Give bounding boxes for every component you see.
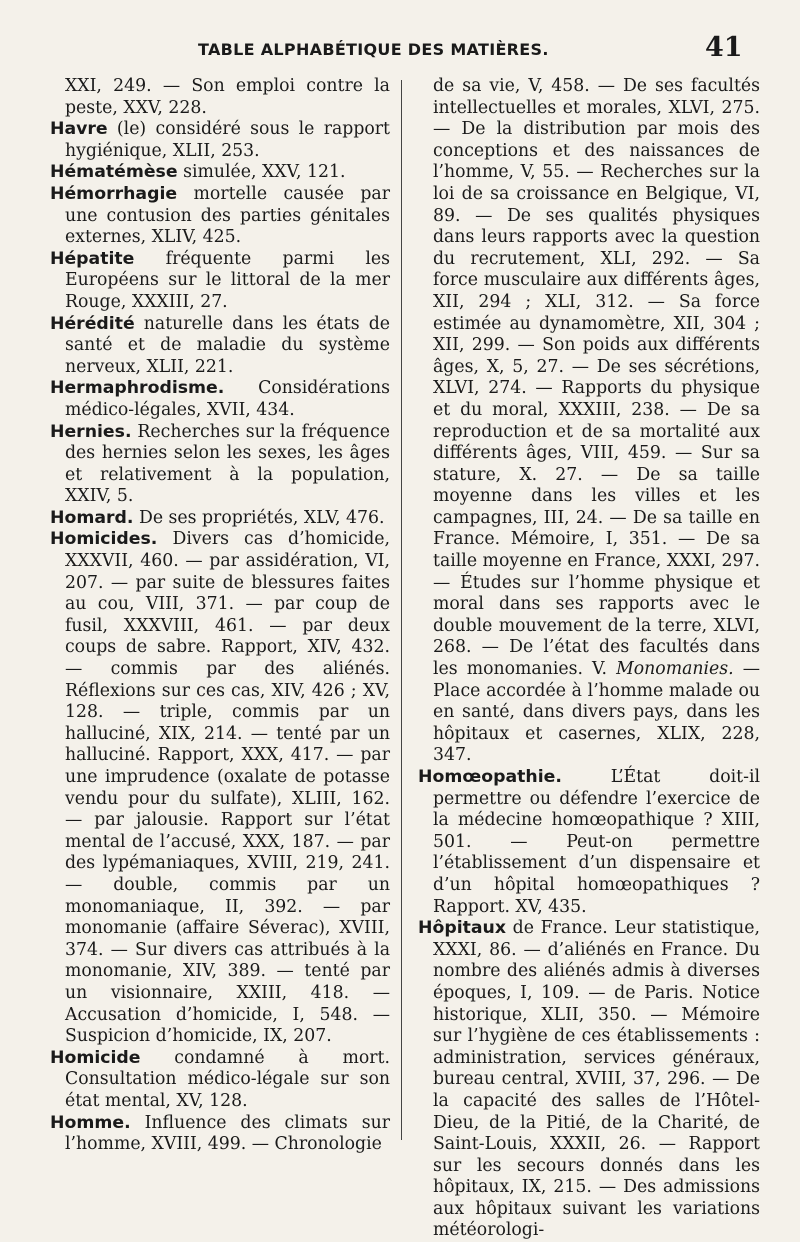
index-entry-homicides [50,529,390,1047]
entry-text: Recherches sur la fréquence des hernies selon les sexes, les âges et relativement à la population, XXIV, 5. [65,421,390,507]
headword: Hématémèse [50,162,178,183]
index-entry-hepatite [50,249,390,314]
headword: Homard. [50,507,134,528]
headword: Hôpitaux [418,918,507,939]
headword: Homœopathie. [418,767,562,787]
entry-text: — Place accordée à l’homme malade ou en santé, dans divers pays, dans les hôpitaux et casernes, XLIX, 228, 347. [433,659,760,766]
entry-text: L’État doit-il permettre ou défendre l’exercice de la médecine homœopathique ? XIII, 501. — Peut-on permettre l’établissement d’un dispensaire et d’un hôpital homœopathiques ? Rapport. XV, 435. [433,767,760,917]
headword: Homicides. [50,529,158,550]
running-title: TABLE ALPHABÉTIQUE DES MATIÈRES. [198,40,549,59]
entry-text: de France. Leur statistique, XXXI, 86. — d’aliénés en France. Du nombre des aliénés admis à diverses époques, I, 109. — de Paris. Notice historique, XLII, 350. — Mémoire sur l’hygiène de ces établissements : administration, services généraux, bureau central, XVIII, 37, 296. — De la capacité des salles de l’Hôtel-Dieu, de la Pitié, de la Charité, de Saint-Louis, XXXII, 26. — Rapport sur les secours donnés dans les hôpitaux, IX, 215. — Des admissions aux hôpitaux suivant les variations météorologi- [433,918,760,1241]
headword: Homme. [50,1112,131,1133]
index-entry-heredite [50,314,390,379]
entry-text: fréquente parmi les Européens sur le littoral de la mer Rouge, XXXIII, 27. [65,248,390,312]
page-number: 41 [705,32,743,63]
entry-text: naturelle dans les états de santé et de maladie du système nerveux, XLII, 221. [65,313,390,377]
entry-text: condamné à mort. Consultation médico-légale sur son état mental, XV, 128. [65,1047,390,1111]
index-entry-havre [50,119,390,162]
entry-text: mortelle causée par une contusion des parties génitales externes, XLIV, 425. [65,183,390,248]
entry-text: de sa vie, V, 458. — De ses facultés intellectuelles et morales, XLVI, 275. — De la distribution par mois des conceptions et des naissances de l’homme, V, 55. — Recherches sur la loi de sa croissance en Belgique, VI, 89. — De ses qualités physiques dans leurs rapports avec la question du recrutement, XLI, 292. — Sa force musculaire aux différents âges, XII, 294 ; XLI, 312. — Sa force estimée au dynamomètre, XII, 304 ; XII, 299. — Son poids aux différents âges, X, 5, 27. — De ses sécrétions, XLVI, 274. — Rapports du physique et du moral, XXXIII, 238. — De sa reproduction et de sa mortalité aux différents âges, VIII, 459. — Sur sa stature, X. 27. — De sa taille moyenne dans les villes et les campagnes, III, 24. — De sa taille en France. Mémoire, I, 351. — De sa taille moyenne en France, XXXI, 297. — Études sur l’homme physique et moral dans ses rapports avec le double mouvement de la terre, XLVI, 268. — De l’état des facultés dans les monomanies. V. [433,76,760,680]
index-entry-hopitaux [418,918,760,1242]
headword: Hépatite [50,248,135,269]
column-divider [401,80,402,1140]
index-entry-hernies [50,422,390,508]
continued-entry: XXI, 249. — Son emploi contre la peste, XXV, 228. [65,76,390,118]
headword: Hémorrhagie [50,183,178,204]
index-entry-homoeopathie [418,767,760,918]
index-entry-hermaphrodisme [50,378,390,421]
cross-reference: Monomanies. [616,659,734,680]
headword: Homicide [50,1047,141,1068]
index-entry-homard [50,508,390,530]
index-entry-homicide [50,1048,390,1113]
continued-entry [418,76,760,767]
index-entry-homme [50,1113,390,1156]
headword: Havre [50,119,108,140]
entry-text: simulée, XXV, 121. [177,162,346,183]
headword: Hérédité [50,313,135,334]
right-column [418,76,760,1242]
headword: Hermaphrodisme. [50,378,225,399]
running-header [0,32,800,74]
entry-text: Considérations médico-légales, XVII, 434. [65,378,390,420]
entry-text: Influence des climats sur l’homme, XVIII, 499. — Chronologie [65,1112,390,1155]
entry-text: De ses propriétés, XLV, 476. [133,507,385,528]
entry-text: (le) considéré sous le rapport hygiénique, XLII, 253. [65,119,390,161]
index-entry-hematemese [50,162,390,184]
headword: Hernies. [50,421,132,442]
entry-text: Divers cas d’homicide, XXXVII, 460. — par assidération, VI, 207. — par suite de blessures faites au cou, VIII, 371. — par coup de fusil, XXXVIII, 461. — par deux coups de sabre. Rapport, XIV, 432. — commis par des aliénés. Réflexions sur ces cas, XIV, 426 ; XV, 128. — triple, commis par un halluciné, XIX, 214. — tenté par un halluciné. Rapport, XXX, 417. — par une imprudence (oxalate de potasse vendu pour du sulfate), XLIII, 162. — par jalousie. Rapport sur l’état mental de l’accusé, XXX, 187. — par des lypémaniaques, XVIII, 219, 241. — double, commis par un monomaniaque, II, 392. — par monomanie (affaire Séverac), XVIII, 374. — Sur divers cas attribués à la monomanie, XIV, 389. — tenté par un visionnaire, XXIII, 418. — Accusation d’homicide, I, 548. — Suspicion d’homicide, IX, 207. [65,529,390,1047]
index-entry-hemorrhagie [50,184,390,249]
left-column [50,76,390,1156]
